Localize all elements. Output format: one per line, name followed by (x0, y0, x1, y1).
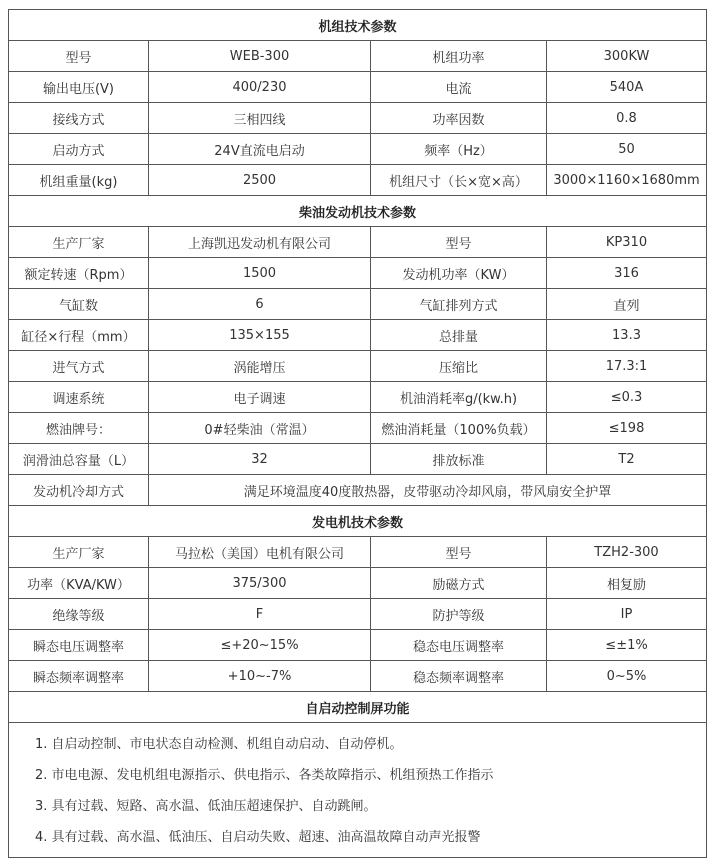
param-value: 直列 (547, 289, 707, 320)
table-row (9, 103, 707, 134)
param-value: 涡能增压 (149, 351, 371, 382)
param-label: 生产厂家 (9, 227, 149, 258)
param-value: 2500 (149, 165, 371, 196)
param-label: 机油消耗率g/(kw.h) (371, 382, 547, 413)
param-label: 发动机冷却方式 (9, 475, 149, 506)
param-label: 额定转速（Rpm） (9, 258, 149, 289)
param-label: 防护等级 (371, 599, 547, 630)
param-label: 机组重量(kg) (9, 165, 149, 196)
param-value: 32 (149, 444, 371, 475)
table-row (9, 165, 707, 196)
param-value: 17.3:1 (547, 351, 707, 382)
list-item: 1. 自启动控制、市电状态自动检测、机组自动启动、自动停机。 (35, 737, 403, 752)
param-value: ≤+20~15% (149, 630, 371, 661)
table-row (9, 661, 707, 692)
param-label: 缸径×行程（mm） (9, 320, 149, 351)
param-label: 瞬态频率调整率 (9, 661, 149, 692)
table-row (9, 41, 707, 72)
param-value: 上海凯迅发动机有限公司 (149, 227, 371, 258)
control-functions-list (9, 723, 707, 858)
param-label: 总排量 (371, 320, 547, 351)
table-row (9, 537, 707, 568)
section-header-unit (9, 10, 707, 41)
table-row (9, 351, 707, 382)
param-value: 电子调速 (149, 382, 371, 413)
param-label: 型号 (371, 537, 547, 568)
param-label: 稳态电压调整率 (371, 630, 547, 661)
param-value: 0~5% (547, 661, 707, 692)
param-value: 0#轻柴油（常温） (149, 413, 371, 444)
table-row (9, 599, 707, 630)
param-label: 排放标准 (371, 444, 547, 475)
param-label: 功率因数 (371, 103, 547, 134)
param-value: 300KW (547, 41, 707, 72)
list-item: 4. 具有过载、高水温、低油压、自启动失败、超速、油高温故障自动声光报警 (35, 830, 481, 845)
param-value: 13.3 (547, 320, 707, 351)
param-value: 316 (547, 258, 707, 289)
param-label: 接线方式 (9, 103, 149, 134)
param-label: 气缸数 (9, 289, 149, 320)
param-label: 稳态频率调整率 (371, 661, 547, 692)
param-value: 马拉松（美国）电机有限公司 (149, 537, 371, 568)
section-title: 发电机技术参数 (9, 506, 707, 537)
param-value: TZH2-300 (547, 537, 707, 568)
table-row (9, 227, 707, 258)
table-row-cooling (9, 475, 707, 506)
param-label: 励磁方式 (371, 568, 547, 599)
param-label: 功率（KVA/KW） (9, 568, 149, 599)
param-value: +10~-7% (149, 661, 371, 692)
param-label: 燃油消耗量（100%负载） (371, 413, 547, 444)
section-header-engine (9, 196, 707, 227)
param-value: ≤198 (547, 413, 707, 444)
table-row (9, 382, 707, 413)
section-header-generator (9, 506, 707, 537)
section-title: 机组技术参数 (9, 10, 707, 41)
param-value: 6 (149, 289, 371, 320)
table-row (9, 413, 707, 444)
param-value: WEB-300 (149, 41, 371, 72)
table-row (9, 72, 707, 103)
param-value: 50 (547, 134, 707, 165)
list-item: 3. 具有过载、短路、高水温、低油压超速保护、自动跳闸。 (35, 799, 377, 814)
param-label: 气缸排列方式 (371, 289, 547, 320)
table-row (9, 320, 707, 351)
param-value: KP310 (547, 227, 707, 258)
param-value: 135×155 (149, 320, 371, 351)
param-value: F (149, 599, 371, 630)
param-label: 瞬态电压调整率 (9, 630, 149, 661)
control-functions-row (9, 723, 707, 858)
table-row (9, 568, 707, 599)
param-label: 绝缘等级 (9, 599, 149, 630)
table-row (9, 630, 707, 661)
param-label: 电流 (371, 72, 547, 103)
param-label: 启动方式 (9, 134, 149, 165)
section-title: 柴油发动机技术参数 (9, 196, 707, 227)
param-label: 燃油牌号： (9, 413, 149, 444)
param-value: T2 (547, 444, 707, 475)
param-value: 相复励 (547, 568, 707, 599)
param-value: 三相四线 (149, 103, 371, 134)
param-label: 型号 (371, 227, 547, 258)
param-value: 540A (547, 72, 707, 103)
param-value: 0.8 (547, 103, 707, 134)
section-title: 自启动控制屏功能 (9, 692, 707, 723)
table-row (9, 258, 707, 289)
param-label: 调速系统 (9, 382, 149, 413)
spec-table (8, 9, 707, 858)
param-label: 发动机功率（KW） (371, 258, 547, 289)
param-label: 润滑油总容量（L） (9, 444, 149, 475)
param-label: 机组尺寸（长×宽×高） (371, 165, 547, 196)
param-value: 1500 (149, 258, 371, 289)
param-value: IP (547, 599, 707, 630)
section-header-control (9, 692, 707, 723)
param-value: 3000×1160×1680mm (547, 165, 707, 196)
table-row (9, 134, 707, 165)
param-value: ≤±1% (547, 630, 707, 661)
param-value: ≤0.3 (547, 382, 707, 413)
table-row (9, 289, 707, 320)
param-label: 机组功率 (371, 41, 547, 72)
param-value: 375/300 (149, 568, 371, 599)
spec-table-body (9, 10, 707, 858)
param-value: 24V直流电启动 (149, 134, 371, 165)
param-label: 输出电压(V) (9, 72, 149, 103)
param-label: 生产厂家 (9, 537, 149, 568)
param-label: 压缩比 (371, 351, 547, 382)
param-value: 400/230 (149, 72, 371, 103)
param-value: 满足环境温度40度散热器，皮带驱动冷却风扇，带风扇安全护罩 (149, 475, 707, 506)
param-label: 型号 (9, 41, 149, 72)
param-label: 进气方式 (9, 351, 149, 382)
table-row (9, 444, 707, 475)
list-item: 2. 市电电源、发电机组电源指示、供电指示、各类故障指示、机组预热工作指示 (35, 768, 494, 783)
param-label: 频率（Hz） (371, 134, 547, 165)
